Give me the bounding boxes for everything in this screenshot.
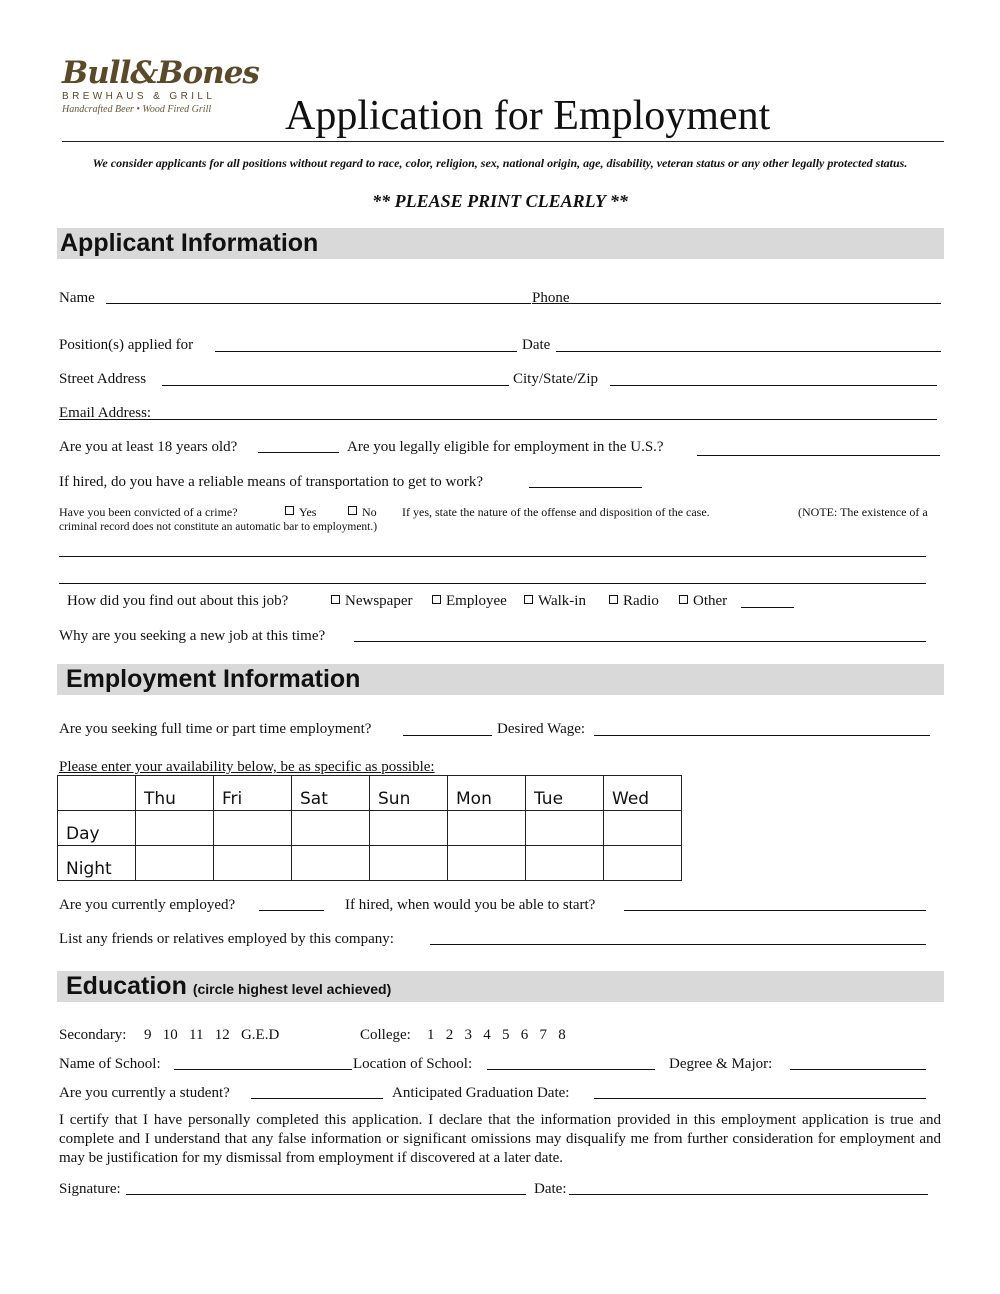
title-divider [62, 141, 944, 142]
section-heading: Employment Information [66, 665, 361, 693]
checkbox-icon [348, 506, 357, 515]
availability-cell[interactable] [448, 846, 526, 881]
certification-statement: I certify that I have personally completed this application. I declare that the information provided in this employment application is true and complete and I understand that any false information or significant omissions may disqualify me from further consideration for employment and may be justification for my dismissal from employment if discovered at a later date. [59, 1112, 941, 1166]
crime-details-line-1[interactable] [59, 556, 926, 557]
start-field[interactable] [624, 910, 926, 911]
transport-field[interactable] [529, 487, 642, 488]
find-label: How did you find out about this job? [67, 593, 289, 609]
day-header-cell: Sat [292, 776, 370, 811]
company-logo [62, 55, 259, 126]
employed-label: Are you currently employed? [59, 897, 236, 913]
signature-date-field[interactable] [569, 1194, 928, 1195]
secondary-label: Secondary: [59, 1027, 127, 1043]
degree-label: Degree & Major: [669, 1056, 773, 1072]
city-field[interactable] [610, 385, 937, 386]
degree-field[interactable] [790, 1069, 926, 1070]
day-header-cell: Fri [214, 776, 292, 811]
checkbox-icon [331, 595, 340, 604]
logo-line-3: Handcrafted Beer • Wood Fired Grill [62, 104, 212, 115]
availability-cell[interactable] [292, 846, 370, 881]
crime-note-continued: criminal record does not constitute an automatic bar to employment.) [59, 521, 378, 533]
secondary-levels[interactable]: 9 10 11 12 G.E.D [144, 1027, 280, 1043]
age-field[interactable] [258, 452, 339, 453]
checkbox-icon [285, 506, 294, 515]
student-label: Are you currently a student? [59, 1085, 230, 1101]
availability-cell[interactable] [370, 811, 448, 846]
wage-field[interactable] [594, 735, 930, 736]
availability-table [57, 775, 682, 881]
availability-cell[interactable] [604, 811, 682, 846]
crime-no-label: No [362, 505, 377, 519]
day-header-cell: Sun [370, 776, 448, 811]
transport-label: If hired, do you have a reliable means of transportation to get to work? [59, 474, 484, 490]
checkbox-icon [524, 595, 533, 604]
section-applicant-information [57, 228, 944, 259]
find-option-label: Newspaper [345, 593, 413, 609]
crime-note: (NOTE: The existence of a [798, 505, 928, 519]
college-levels[interactable]: 1 2 3 4 5 6 7 8 [427, 1027, 566, 1043]
availability-label: Please enter your availability below, be as specific as possible: [59, 759, 435, 775]
day-header-cell: Tue [526, 776, 604, 811]
availability-cell[interactable] [526, 846, 604, 881]
street-label: Street Address [59, 371, 147, 387]
availability-cell[interactable] [526, 811, 604, 846]
name-field[interactable] [106, 303, 531, 304]
table-corner-cell [58, 776, 136, 811]
availability-cell[interactable] [370, 846, 448, 881]
graduation-label: Anticipated Graduation Date: [392, 1085, 570, 1101]
table-row [58, 846, 682, 881]
fulltime-label: Are you seeking full time or part time employment? [59, 721, 372, 737]
location-label: Location of School: [353, 1056, 473, 1072]
crime-followup: If yes, state the nature of the offense and disposition of the case. [402, 505, 710, 519]
day-header-cell: Wed [604, 776, 682, 811]
date-field[interactable] [556, 351, 941, 352]
crime-label: Have you been convicted of a crime? [59, 505, 238, 519]
availability-cell[interactable] [214, 846, 292, 881]
find-other-field[interactable] [741, 607, 794, 608]
student-field[interactable] [251, 1098, 383, 1099]
age-label: Are you at least 18 years old? [59, 439, 238, 455]
find-option-label: Radio [623, 593, 659, 609]
checkbox-icon [609, 595, 618, 604]
logo-line-2: BREWHAUS & GRILL [62, 91, 216, 102]
availability-cell[interactable] [292, 811, 370, 846]
signature-label: Signature: [59, 1181, 121, 1197]
print-notice: ** PLEASE PRINT CLEARLY ** [372, 191, 628, 211]
employed-field[interactable] [259, 910, 324, 911]
start-label: If hired, when would you be able to start? [345, 897, 596, 913]
availability-cell[interactable] [214, 811, 292, 846]
friends-label: List any friends or relatives employed by this company: [59, 931, 394, 947]
street-field[interactable] [162, 385, 509, 386]
phone-field[interactable] [532, 303, 941, 304]
why-field[interactable] [354, 641, 926, 642]
find-option-employee[interactable] [432, 592, 507, 610]
availability-cell[interactable] [136, 846, 214, 881]
find-option-radio[interactable] [609, 592, 659, 610]
day-header-cell: Thu [136, 776, 214, 811]
find-option-walkin[interactable] [524, 592, 586, 610]
section-education [57, 971, 944, 1002]
row-header-cell: Day [58, 811, 136, 846]
school-field[interactable] [174, 1069, 352, 1070]
find-option-label: Walk-in [538, 593, 586, 609]
section-heading-note: (circle highest level achieved) [192, 981, 392, 997]
section-heading: Education [66, 972, 187, 1000]
find-option-newspaper[interactable] [331, 592, 412, 610]
college-label: College: [360, 1027, 411, 1043]
page-title: Application for Employment [285, 93, 771, 139]
phone-label: Phone [532, 290, 570, 306]
day-header-cell: Mon [448, 776, 526, 811]
logo-line-1: Bull&Bones [62, 55, 259, 91]
crime-details-line-2[interactable] [59, 583, 926, 584]
name-label: Name [59, 290, 95, 306]
table-row [58, 776, 682, 811]
eligible-label: Are you legally eligible for employment in the U.S.? [347, 439, 664, 455]
school-label: Name of School: [59, 1056, 161, 1072]
eeo-statement: We consider applicants for all positions without regard to race, color, religion, sex, national origin, age, disability, veteran status or any other legally protected status. [92, 156, 908, 170]
signature-field[interactable] [126, 1194, 526, 1195]
friends-field[interactable] [430, 944, 926, 945]
position-field[interactable] [215, 351, 517, 352]
position-label: Position(s) applied for [59, 337, 194, 353]
checkbox-icon [679, 595, 688, 604]
crime-yes-label: Yes [299, 505, 317, 519]
email-field[interactable] [59, 419, 937, 420]
why-label: Why are you seeking a new job at this time? [59, 628, 326, 644]
checkbox-icon [432, 595, 441, 604]
city-label: City/State/Zip [513, 371, 598, 387]
section-employment-information [57, 664, 944, 695]
availability-cell[interactable] [448, 811, 526, 846]
find-option-label: Other [693, 593, 728, 609]
find-option-other[interactable] [679, 592, 727, 610]
section-heading: Applicant Information [60, 229, 319, 257]
row-header-cell: Night [58, 846, 136, 881]
graduation-field[interactable] [594, 1098, 926, 1099]
location-field[interactable] [487, 1069, 655, 1070]
wage-label: Desired Wage: [497, 721, 586, 737]
availability-cell[interactable] [136, 811, 214, 846]
availability-cell[interactable] [604, 846, 682, 881]
eligible-field[interactable] [697, 455, 940, 456]
date-label: Date [522, 337, 551, 353]
fulltime-field[interactable] [403, 735, 492, 736]
signature-date-label: Date: [534, 1181, 567, 1197]
table-row [58, 811, 682, 846]
find-option-label: Employee [446, 593, 507, 609]
email-label: Email Address: [59, 405, 152, 421]
